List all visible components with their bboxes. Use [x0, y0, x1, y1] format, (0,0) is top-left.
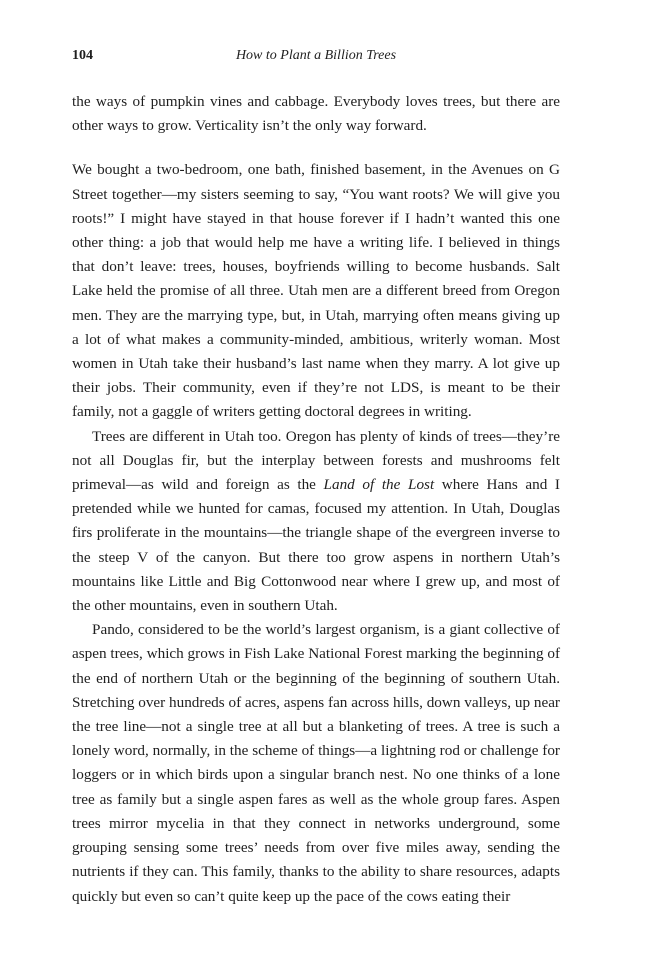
book-page	[72, 44, 560, 909]
paragraph-continuation	[72, 90, 560, 138]
running-header	[72, 44, 560, 68]
paragraph-text: where Hans and I pretended while we hunted for camas, focused my attention. In Utah, Douglas firs proliferate in the mountains—the triangle shape of the evergreen inverse to the steep V of the canyon. But there too grow aspens in northern Utah’s mountains like Little and Big Cottonwood near where I grew up, and most of the other mountains, even in southern Utah.	[72, 476, 560, 615]
italic-title: Land of the Lost	[323, 476, 435, 494]
body-text	[72, 90, 560, 909]
paragraph-trees-in-utah	[72, 425, 560, 619]
paragraph-pando	[72, 618, 560, 908]
paragraph-text: the ways of pumpkin vines and cabbage. Everybody loves trees, but there are other ways to grow. Verticality isn’t the only way forward.	[72, 93, 560, 135]
page-number: 104	[72, 48, 93, 63]
paragraph-text: Pando, considered to be the world’s largest organism, is a giant collective of aspen trees, which grows in Fish Lake National Forest marking the beginning of the end of northern Utah or the beginning of the beginning of southern Utah. Stretching over hundreds of acres, aspens fan across hills, down valleys, up near the tree line—not a single tree at all but a blanketing of trees. A tree is such a lonely word, normally, in the scheme of things—a lightning rod or challenge for loggers or in which birds upon a singular branch nest. No one thinks of a lone tree as family but a single aspen fares as well as the whole group fares. Aspen trees mirror mycelia in that they connect in networks underground, some grouping sensing some trees’ needs from over five miles away, sending the nutrients if they can. This family, thanks to the ability to share resources, adapts quickly but even so can’t quite keep up the pace of the cows eating their	[72, 621, 561, 905]
running-title: How to Plant a Billion Trees	[235, 48, 397, 63]
paragraph-text: Trees are different in Utah too. Oregon has plenty of kinds of trees—they’re not all Douglas fir, but the interplay between forests and mushrooms felt primeval—as wild and foreign as the	[72, 427, 560, 494]
paragraph-section-start	[72, 158, 560, 424]
paragraph-text: We bought a two-bedroom, one bath, finished basement, in the Avenues on G Street together—my sisters seeming to say, “You want roots? We will give you roots!” I might have stayed in that house forever if I hadn’t wanted this one other thing: a job that would help me have a writing life. I believed in things that don’t leave: trees, houses, boyfriends willing to become husbands. Salt Lake held the promise of all three. Utah men are a different breed from Oregon men. They are the marrying type, but, in Utah, marrying often means giving up a lot of what makes a community-minded, ambitious, writerly woman. Most women in Utah take their husband’s last name when they marry. A lot give up their jobs. Their community, even if they’re not LDS, is meant to be their family, not a gaggle of writers getting doctoral degrees in writing.	[72, 161, 560, 421]
